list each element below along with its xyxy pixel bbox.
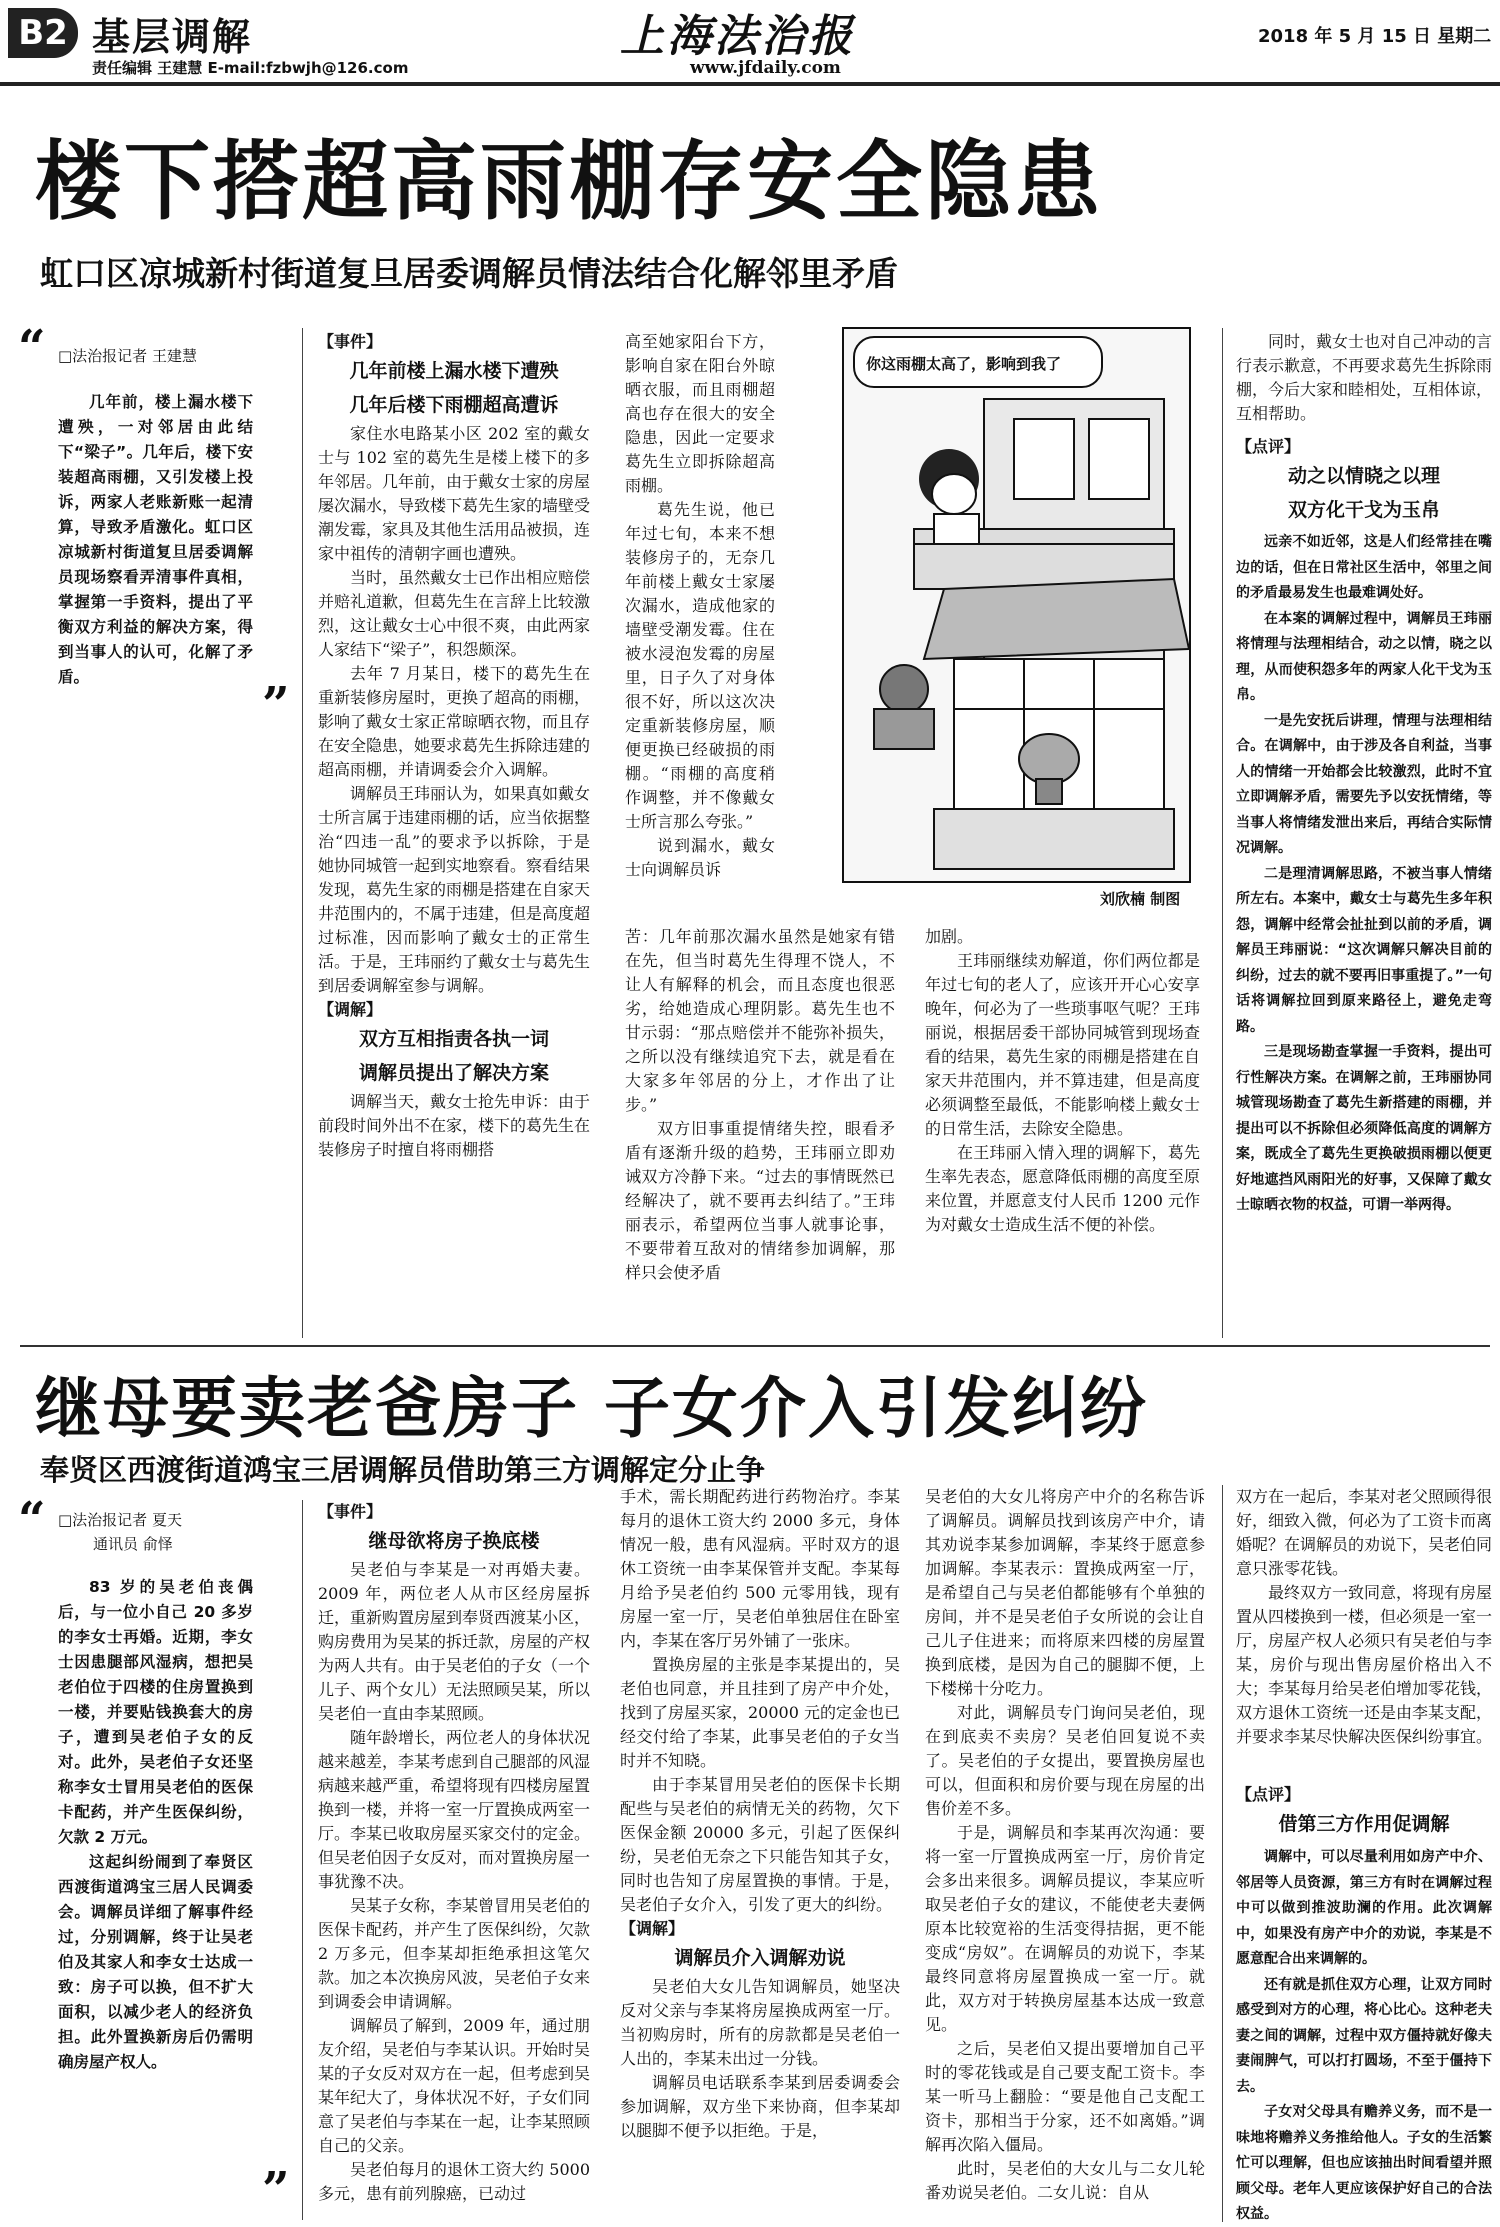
article2-subhead: 奉贤区西渡街道鸿宝三居调解员借助第三方调解定分止争	[40, 1453, 766, 1487]
paragraph: 调解员电话联系李某到居委调委会参加调解，双方坐下来协商，但李某却以腿脚不便予以拒绝。于是，	[620, 2073, 900, 2140]
paragraph: 由于李某冒用吴老伯的医保卡长期配些与吴老伯的病情无关的药物，欠下医保金额 20000 多元，引起了医保纠纷，吴老伯无奈之下只能告知其子女，同时也告知了房屋置换的事情。于是，吴老伯子女介入，引发了更大的纠纷。	[620, 1775, 900, 1914]
article1-byline: □法治报记者 王建慧	[58, 347, 197, 365]
article2-column-2	[620, 1485, 900, 2222]
paragraph: 说到漏水，戴女士向调解员诉	[625, 836, 775, 879]
article-separator	[20, 1345, 1490, 1347]
cartoon-illustration	[842, 327, 1191, 883]
page-number-badge: B2	[8, 8, 78, 58]
comment-paragraph: 在本案的调解过程中，调解员王玮丽将情理与法理相结合，动之以情，晓之以理，从而使积怨多年的两家人化干戈为玉帛。	[1236, 610, 1492, 703]
article2-column-4	[1236, 1485, 1492, 1775]
cartoon-drawing	[844, 329, 1189, 881]
comment-paragraph: 调解中，可以尽量利用如房产中介、邻居等人员资源，第三方有时在调解过程中可以做到推波助澜的作用。此次调解中，如果没有房产中介的劝说，李某是不愿意配合出来调解的。	[1236, 1849, 1492, 1967]
comment-paragraph: 子女对父母具有赡养义务，而不是一味地将赡养义务推给他人。子女的生活繁忙可以理解，但也应该抽出时间看望并照顾父母。老年人更应该保护好自己的合法权益。	[1236, 2104, 1492, 2222]
mediation-head-2: 调解员提出了解决方案	[358, 1062, 549, 1084]
paragraph: 同时，戴女士也对自己冲动的言行表示歉意，不再要求葛先生拆除雨棚，今后大家和睦相处，互相体谅，互相帮助。	[1236, 332, 1492, 423]
event-head-1: 几年前楼上漏水楼下遭殃	[349, 360, 559, 382]
article1-column-2-lower	[625, 925, 895, 1335]
article2-byline-reporter: □法治报记者 夏天	[58, 1511, 182, 1529]
paragraph: 吴老伯大女儿告知调解员，她坚决反对父亲与李某将房屋换成两室一厅。当初购房时，所有的房款都是吴老伯一人出的，李某未出过一分钱。	[620, 1977, 900, 2068]
tag-comment: 【点评】	[1236, 1785, 1301, 1804]
paragraph: 之后，吴老伯又提出要增加自己平时的零花钱或是自己要支配工资卡。李某一听马上翻脸：“要是他自己支配工资卡，那相当于分家，还不如离婚。”调解再次陷入僵局。	[925, 2039, 1205, 2154]
paragraph: 当时，虽然戴女士已作出相应赔偿并赔礼道歉，但葛先生在言辞上比较激烈，这让戴女士心中很不爽，由此两家人家结下“梁子”，积怨颇深。	[318, 568, 590, 659]
article2-column-1	[318, 1500, 590, 2222]
open-quote-icon: “	[18, 1492, 46, 1548]
paragraph: 苦：几年前那次漏水虽然是她家有错在先，但当时葛先生得理不饶人，不让人有解释的机会，而且态度也很恶劣，给她造成心理阴影。葛先生也不甘示弱：“那点赔偿并不能弥补损失，之所以没有继续追究下去，就是看在大家多年邻居的分上，才作出了让步。”	[625, 927, 895, 1114]
editor-line: 责任编辑 王建慧 E-mail:fzbwjh@126.com	[92, 59, 409, 77]
paragraph: 对此，调解员专门询问吴老伯，现在到底卖不卖房？吴老伯回复说不卖了。吴老伯的子女提出，要置换房屋也可以，但面积和房价要与现在房屋的出售价差不多。	[925, 1703, 1205, 1818]
paragraph: 吴老伯每月的退休工资大约 5000 多元，患有前列腺癌，已动过	[318, 2160, 590, 2203]
article2-headline: 继母要卖老爸房子 子女介入引发纠纷	[35, 1370, 1148, 1447]
paragraph: 最终双方一致同意，将现有房屋置从四楼换到一楼，但必须是一室一厅，房屋产权人必须只有吴老伯与李某，房价与现出售房屋价格出入不大；李某每月给吴老伯增加零花钱，双方退休工资统一还是由李某支配，并要求李某尽快解决医保纠纷事宜。	[1236, 1583, 1492, 1746]
paragraph: 王玮丽继续劝解道，你们两位都是年过七旬的老人了，应该开开心心安享晚年，何必为了一些琐事呕气呢？王玮丽说，根据居委干部协同城管到现场查看的结果，葛先生家的雨棚是搭建在自家天井范围内，并不算违建，但是高度必须调整至最低，不能影响楼上戴女士的日常生活，去除安全隐患。	[925, 951, 1200, 1138]
paragraph: 吴某子女称，李某曾冒用吴老伯的医保卡配药，并产生了医保纠纷，欠款 2 万多元，但李某却拒绝承担这笔欠款。加之本次换房风波，吴老伯子女来到调委会申请调解。	[318, 1896, 590, 2011]
comment-head-2: 双方化干戈为玉帛	[1287, 499, 1440, 521]
paragraph: 调解员了解到，2009 年，通过朋友介绍，吴老伯与李某认识。开始时吴某的子女反对双方在一起，但考虑到吴某年纪大了，身体状况不好，子女们同意了吴老伯与李某在一起，让李某照顾自己的父亲。	[318, 2016, 590, 2155]
paragraph: 此时，吴老伯的大女儿与二女儿轮番劝说吴老伯。二女儿说：自从	[925, 2159, 1205, 2202]
article2-comment-text	[1236, 1845, 1492, 2223]
mediation-head: 调解员介入调解劝说	[674, 1947, 846, 1969]
tag-event: 【事件】	[318, 332, 383, 351]
paragraph: 手术，需长期配药进行药物治疗。李某每月的退休工资大约 2000 多元，身体情况一般，患有风湿病。平时双方的退休工资统一由李某保管并支配。李某每月给予吴老伯约 500 元零用钱，现有房屋一室一厅，吴老伯单独居住在卧室内，李某在客厅另外铺了一张床。	[620, 1487, 900, 1650]
article2-byline	[58, 1508, 182, 1556]
article1-column-4	[1236, 330, 1492, 430]
paragraph: 置换房屋的主张是李某提出的，吴老伯也同意，并且挂到了房产中介处，找到了房屋买家，20000 元的定金也已经交付给了李某，此事吴老伯的子女当时并不知晓。	[620, 1655, 900, 1770]
tag-mediation: 【调解】	[318, 1000, 383, 1019]
paragraph: 双方在一起后，李某对老父照顾得很好，细致入微，何必为了工资卡而离婚呢？在调解员的劝说下，吴老伯同意只涨零花钱。	[1236, 1487, 1492, 1578]
paragraph: 吴老伯与李某是一对再婚夫妻。2009 年，两位老人从市区经房屋拆迁，重新购置房屋到奉贤西渡某小区，购房费用为吴某的拆迁款，房屋的产权为两人共有。由于吴老伯的子女（一个儿子、两个女儿）无法照顾吴某，所以吴老伯一直由李某照顾。	[318, 1560, 590, 1723]
tag-comment: 【点评】	[1236, 437, 1301, 456]
paragraph: 家住水电路某小区 202 室的戴女士与 102 室的葛先生是楼上楼下的多年邻居。几年前，由于戴女士家的房屋屡次漏水，导致楼下葛先生家的墙壁受潮发霉，家具及其他生活用品被损，连家中祖传的清朝字画也遭殃。	[318, 424, 590, 563]
newspaper-logo: 上海法治报	[620, 11, 855, 62]
open-quote-icon: “	[18, 320, 46, 376]
paragraph: 吴老伯的大女儿将房产中介的名称告诉了调解员。调解员找到该房产中介，请其劝说李某参加调解，李某终于愿意参加调解。李某表示：置换成两室一厅，是希望自己与吴老伯都能够有个单独的房间，并不是吴老伯子女所说的会让自己儿子住进来；而将原来四楼的房屋置换到底楼，是因为自己的腿脚不便，上下楼梯十分吃力。	[925, 1487, 1205, 1698]
column-divider	[302, 328, 303, 1338]
column-divider	[302, 1500, 303, 2220]
article2-lede-text: 这起纠纷闹到了奉贤区西渡街道鸿宝三居人民调委会。调解员详细了解事件经过，分别调解，终于让吴老伯及其家人和李女士达成一致：房子可以换，但不扩大面积，以减少老人的经济负担。此外置换新房后仍需明确房屋产权人。	[58, 1853, 253, 2071]
comment-paragraph: 一是先安抚后讲理，情理与法理相结合。在调解中，由于涉及各自利益，当事人的情绪一开始都会比较激烈，此时不宜立即调解矛盾，需要先予以安抚情绪，等当事人将情绪发泄出来后，再结合实际情况调解。	[1236, 712, 1492, 856]
close-quote-icon: ”	[262, 677, 290, 733]
article1-subhead: 虹口区凉城新村街道复旦居委调解员情法结合化解邻里矛盾	[40, 254, 898, 293]
comment-head-1: 动之以情晓之以理	[1287, 465, 1440, 487]
article2-lede	[58, 1575, 253, 2200]
article2-lede-text: 83 岁的吴老伯丧偶后，与一位小自己 20 多岁的李女士再婚。近期，李女士因患腿部风湿病，想把吴老伯位于四楼的住房置换到一楼，并要贴钱换套大的房子，遭到吴老伯子女的反对。此外，吴老伯子女还坚称李女士冒用吴老伯的医保卡配药，并产生医保纠纷，欠款 2 万元。	[58, 1578, 253, 1846]
article1-column-3	[925, 925, 1200, 1335]
paragraph: 调解当天，戴女士抢先申诉：由于前段时间外出不在家，楼下的葛先生在装修房子时擅自将雨棚搭	[318, 1092, 590, 1159]
paragraph: 双方旧事重提情绪失控，眼看矛盾有逐渐升级的趋势，王玮丽立即劝诫双方冷静下来。“过去的事情既然已经解决了，就不要再去纠结了。”王玮丽表示，希望两位当事人就事论事，不要带着互敌对的情绪参加调解，那样只会使矛盾	[625, 1119, 895, 1282]
event-head-2: 几年后楼下雨棚超高遭诉	[349, 394, 559, 416]
comment-paragraph: 远亲不如近邻，这是人们经常挂在嘴边的话，但在日常社区生活中，邻里之间的矛盾最易发生也最难调处好。	[1236, 534, 1492, 601]
cartoon-caption: 你这雨棚太高了，影响到我了	[866, 355, 1062, 373]
article2-comment-box	[1236, 1778, 1492, 1841]
article1-headline: 楼下搭超高雨棚存安全隐患	[35, 132, 1103, 232]
article1-column-2-upper	[625, 330, 775, 922]
newspaper-url[interactable]: www.jfdaily.com	[690, 58, 841, 78]
column-divider	[1222, 1485, 1223, 2222]
comment-paragraph: 还有就是抓住双方心理，让双方同时感受到对方的心理，将心比心。这种老夫妻之间的调解，过程中双方僵持就好像夫妻闹脾气，可以打打圆场，不至于僵持下去。	[1236, 1976, 1492, 2095]
comment-head: 借第三方作用促调解	[1278, 1813, 1450, 1835]
section-title: 基层调解	[92, 15, 253, 59]
paragraph: 高至她家阳台下方，影响自家在阳台外晾晒衣服，而且雨棚超高也存在很大的安全隐患，因此一定要求葛先生立即拆除超高雨棚。	[625, 332, 775, 495]
paragraph: 调解员王玮丽认为，如果真如戴女士所言属于违建雨棚的话，应当依据整治“四违一乱”的要求予以拆除，于是她协同城管一起到实地察看。察看结果发现，葛先生家的雨棚是搭建在自家天井范围内的，不属于违建，但是高度超过标准，因而影响了戴女士的正常生活。于是，王玮丽约了戴女士与葛先生到居委调解室参与调解。	[318, 784, 590, 995]
cartoon-credit: 刘欣楠 制图	[1100, 890, 1181, 908]
article2-byline-correspondent: 通讯员 俞怿	[93, 1535, 173, 1553]
issue-date: 2018 年 5 月 15 日 星期二	[1258, 26, 1492, 47]
paragraph: 加剧。	[925, 927, 974, 946]
header-rule	[0, 82, 1500, 86]
tag-mediation: 【调解】	[620, 1919, 685, 1938]
paragraph: 随年龄增长，两位老人的身体状况越来越差，李某考虑到自己腿部的风湿病越来越严重，希望将现有四楼房屋置换到一楼，并将一室一厅置换成两室一厅。李某已收取房屋买家交付的定金。但吴老伯因子女反对，而对置换房屋一事犹豫不决。	[318, 1728, 590, 1891]
article1-lede-text: 几年前，楼上漏水楼下遭殃，一对邻居由此结下“梁子”。几年后，楼下安装超高雨棚，又引发楼上投诉，两家人老账新账一起清算，导致矛盾激化。虹口区凉城新村街道复旦居委调解员现场察看弄清事件真相，掌握第一手资料，提出了平衡双方利益的解决方案，得到当事人的认可，化解了矛盾。	[58, 393, 253, 686]
article1-column-1	[318, 330, 590, 1335]
paragraph: 在王玮丽入情入理的调解下，葛先生率先表态，愿意降低雨棚的高度至原来位置，并愿意支付人民币 1200 元作为对戴女士造成生活不便的补偿。	[925, 1143, 1200, 1234]
paragraph: 葛先生说，他已年过七旬，本来不想装修房子的，无奈几年前楼上戴女士家屡次漏水，造成他家的墙壁受潮发霉。住在被水浸泡发霉的房屋里，日子久了对身体很不好，所以这次决定重新装修房屋，顺便更换已经破损的雨棚。“雨棚的高度稍作调整，并不像戴女士所言那么夸张。”	[625, 500, 775, 831]
article1-comment-box	[1236, 430, 1492, 527]
column-divider	[1222, 328, 1223, 1338]
paragraph: 去年 7 月某日，楼下的葛先生在重新装修房屋时，更换了超高的雨棚，影响了戴女士家正常晾晒衣物，而且存在安全隐患，她要求葛先生拆除违建的超高雨棚，并请调委会介入调解。	[318, 664, 590, 779]
article1-lede	[58, 390, 253, 690]
comment-paragraph: 二是理清调解思路，不被当事人情绪所左右。本案中，戴女士与葛先生多年积怨，调解中经常会扯扯到以前的矛盾，调解员王玮丽说：“这次调解只解决目前的纠纷，过去的就不要再旧事重提了。”一句话将调解拉回到原来路径上，避免走弯路。	[1236, 865, 1492, 1035]
paragraph: 于是，调解员和李某再次沟通：要将一室一厅置换成两室一厅，房价肯定会多出来很多。调解员提议，李某应听取吴老伯子女的建议，不能使老夫妻俩原本比较宽裕的生活变得拮据，更不能变成“房奴”。在调解员的劝说下，李某最终同意将房屋置换成一室一厅。就此，双方对于转换房屋基本达成一致意见。	[925, 1823, 1205, 2034]
article1-comment-text	[1236, 530, 1492, 1335]
tag-event: 【事件】	[318, 1502, 383, 1521]
article2-column-3	[925, 1485, 1205, 2222]
close-quote-icon: ”	[262, 2162, 290, 2218]
mediation-head-1: 双方互相指责各执一词	[358, 1028, 549, 1050]
comment-paragraph: 三是现场勘查掌握一手资料，提出可行性解决方案。在调解之前，王玮丽协同城管现场勘查了葛先生新搭建的雨棚，并提出可以不拆除但必须降低高度的调解方案，既成全了葛先生更换破损雨棚以便更好地遮挡风雨阳光的好事，又保障了戴女士晾晒衣物的权益，可谓一举两得。	[1236, 1044, 1492, 1213]
event-head: 继母欲将房子换底楼	[368, 1530, 540, 1552]
